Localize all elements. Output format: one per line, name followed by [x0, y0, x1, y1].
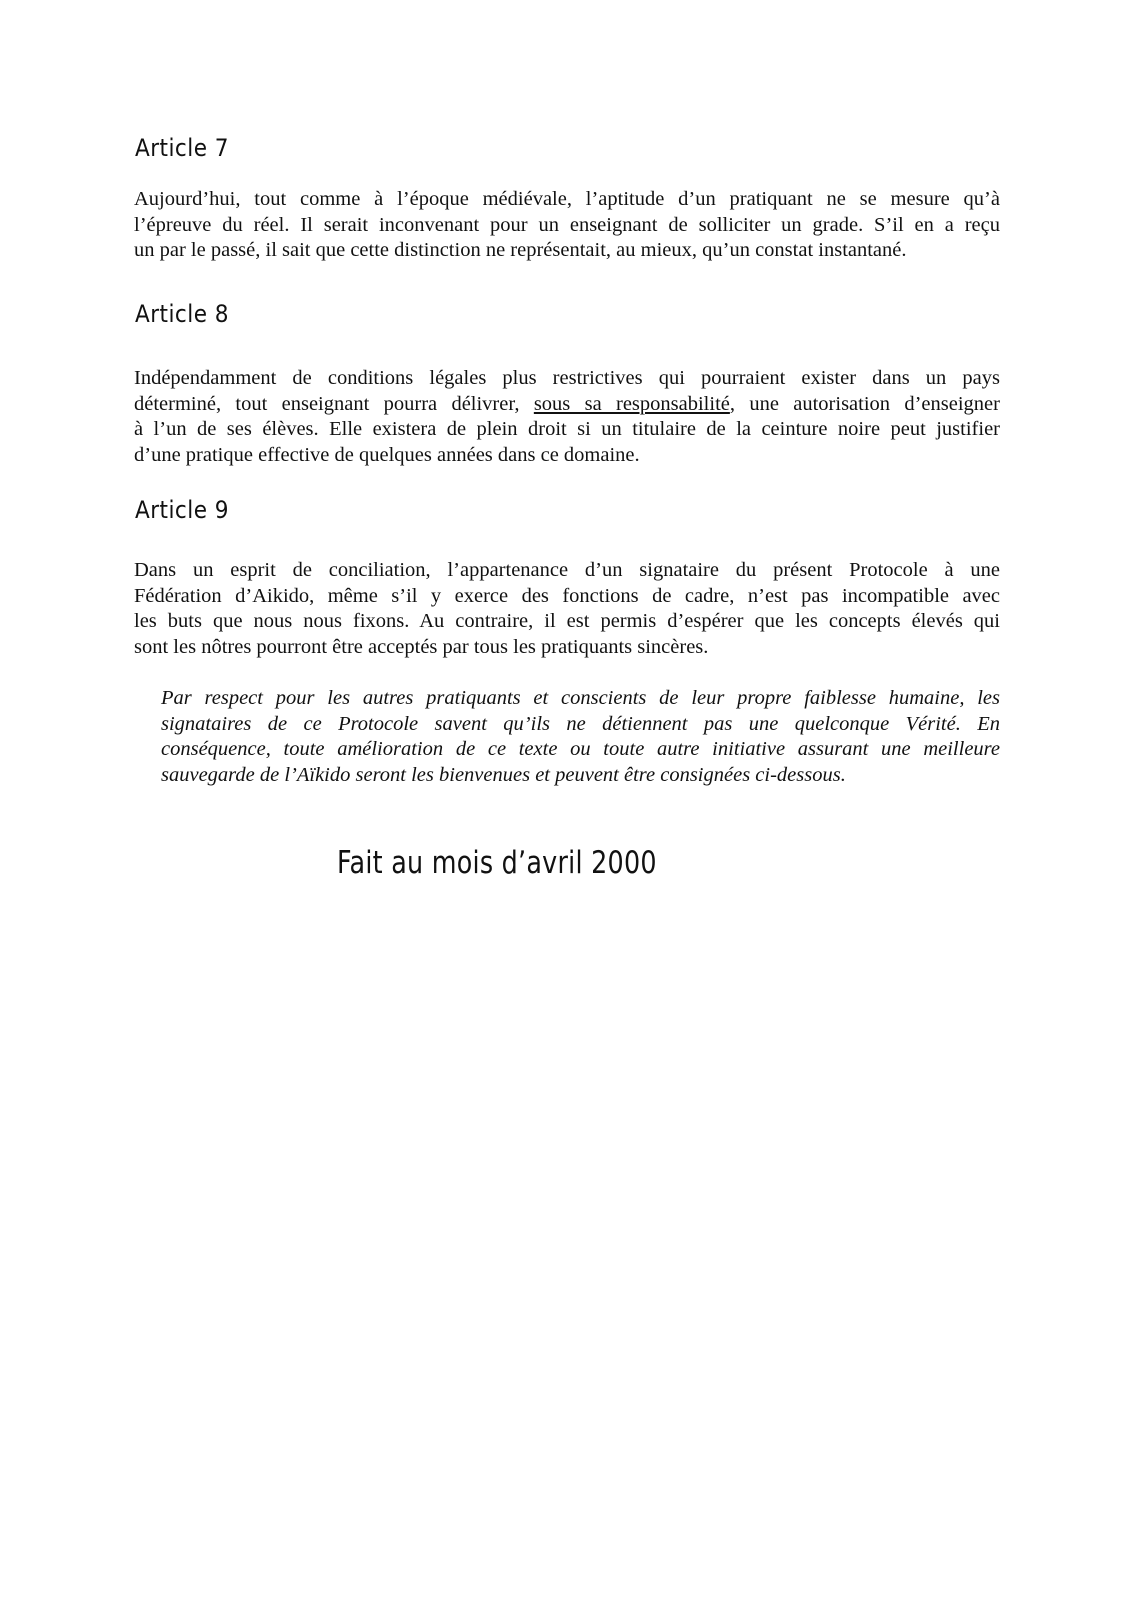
- article-8-line: à l’un de ses élèves. Elle existera de plein droit si un titulaire de la ceinture noire peut justifier: [134, 418, 1000, 441]
- closing-note: [161, 686, 1000, 789]
- article-8-line-segment: déterminé, tout enseignant pourra délivrer,: [134, 392, 534, 415]
- article-8-line-segment: , une autorisation d’enseigner: [729, 392, 1000, 415]
- article-9-line: Fédération d’Aikido, même s’il y exerce des fonctions de cadre, n’est pas incompatible avec: [134, 584, 1000, 607]
- article-8-line: Indépendamment de conditions légales plus restrictives qui pourraient exister dans un pays: [134, 367, 1000, 389]
- closing-note-line: Par respect pour les autres pratiquants et conscients de leur propre faiblesse humaine, les: [161, 687, 1000, 709]
- closing-note-line: conséquence, toute amélioration de ce texte ou toute autre initiative assurant une meilleure: [161, 738, 1000, 761]
- article-9-line: Dans un esprit de conciliation, l’appartenance d’un signataire du présent Protocole à une: [134, 559, 1000, 581]
- article-8-line: d’une pratique effective de quelques années dans ce domaine.: [134, 444, 640, 467]
- article-8-line: [134, 392, 1000, 418]
- article-7-heading: Article 7: [135, 134, 229, 162]
- article-8-text: [134, 366, 1000, 469]
- closing-note-line: signataires de ce Protocole savent qu’ils ne détiennent pas une quelconque Vérité. En: [161, 712, 1000, 735]
- article-9-line: les buts que nous nous fixons. Au contraire, il est permis d’espérer que les concepts élevés qui: [134, 610, 1000, 633]
- article-8-heading: Article 8: [135, 300, 229, 328]
- article-7-line: l’épreuve du réel. Il serait inconvenant pour un enseignant de solliciter un grade. S’il en a reçu: [134, 213, 1000, 236]
- underlined-responsibility-text: sous sa responsabilité: [533, 392, 730, 415]
- article-7-line: un par le passé, il sait que cette distinction ne représentait, au mieux, qu’un constat instantané.: [134, 239, 907, 262]
- closing-note-line: sauvegarde de l’Aïkido seront les bienvenues et peuvent être consignées ci-dessous.: [161, 764, 846, 787]
- article-9-line: sont les nôtres pourront être acceptés par tous les pratiquants sincères.: [134, 636, 709, 659]
- article-9-heading: Article 9: [135, 496, 229, 524]
- date-signature-line: Fait au mois d’avril 2000: [337, 845, 657, 881]
- article-9-text: [134, 558, 1000, 661]
- article-7-text: [134, 187, 1000, 264]
- article-7-line: Aujourd’hui, tout comme à l’époque médiévale, l’aptitude d’un pratiquant ne se mesure qu’à: [134, 188, 1000, 210]
